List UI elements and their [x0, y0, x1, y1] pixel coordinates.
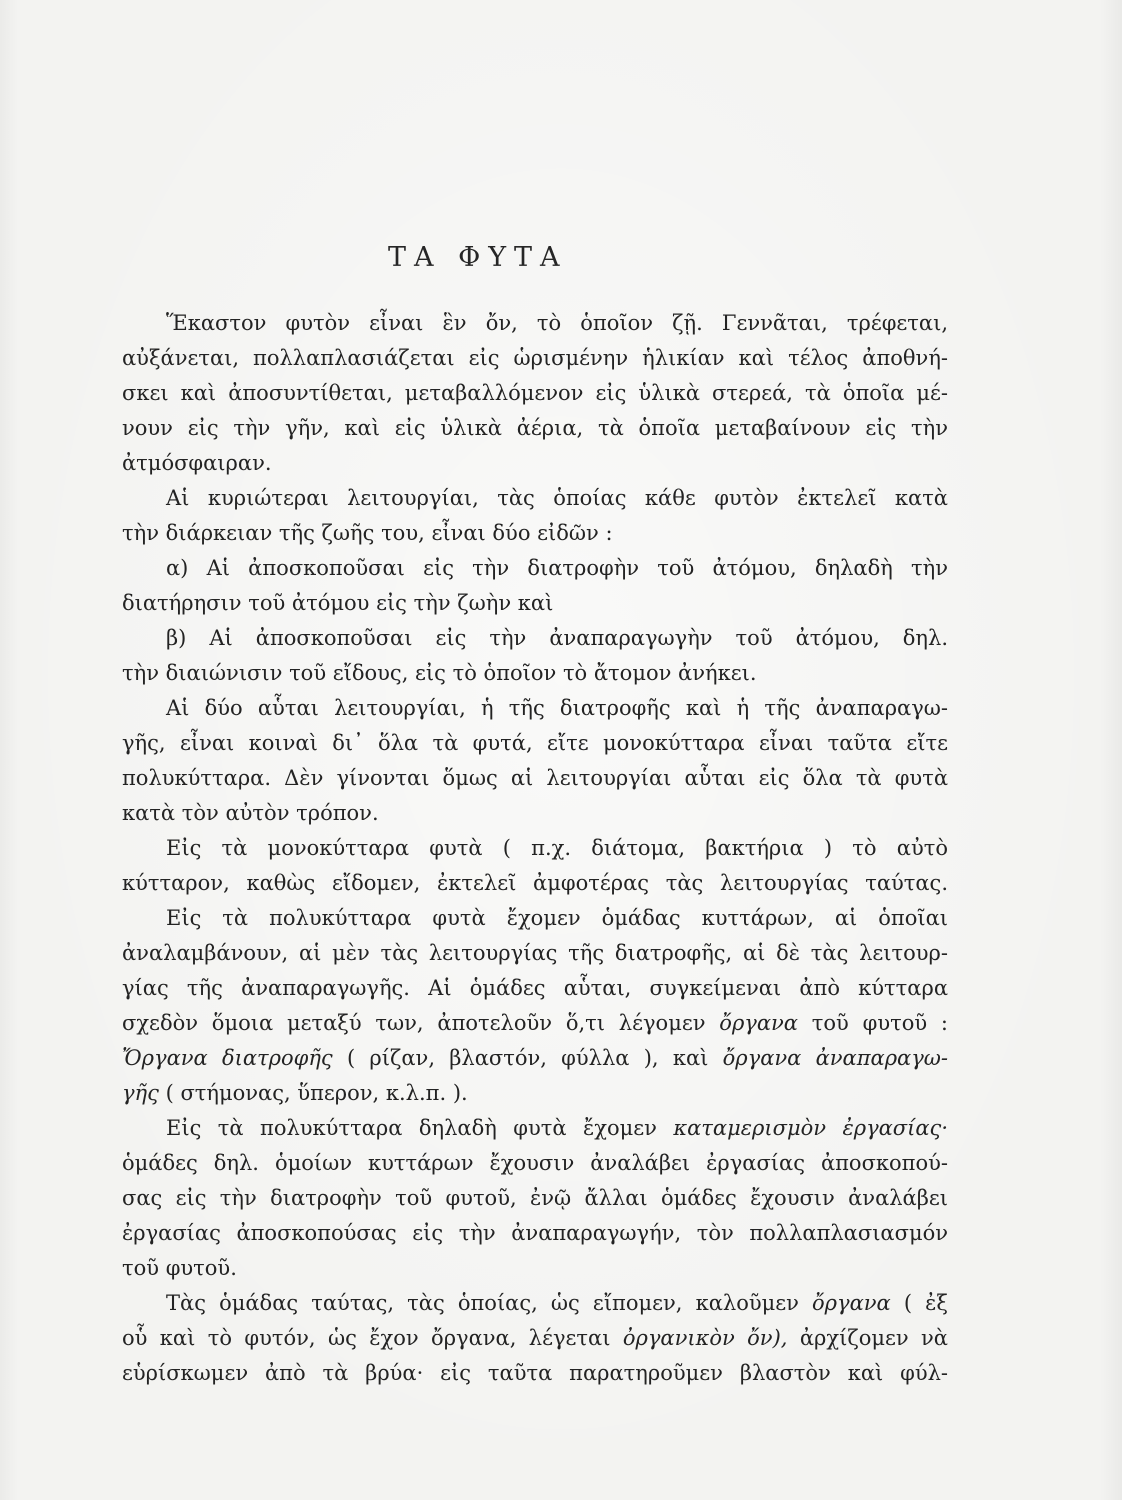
text-run: ( ρίζαν, βλαστόν, φύλλα ), καὶ [332, 1046, 723, 1070]
text-line: γίας τῆς ἀναπαραγωγῆς. Αἱ ὁμάδες αὗται, συγκείμεναι ἀπὸ κύτταρα [122, 976, 948, 1000]
text-line: ἀτμόσφαιραν. [122, 451, 272, 475]
emphasis-text: Ὄργανα διατροφῆς [122, 1046, 333, 1070]
text-line: τὴν διαιώνισιν τοῦ εἴδους, εἰς τὸ ὁποῖον τὸ ἄτομον ἀνήκει. [122, 661, 757, 685]
list-item-beta: β) Αἱ ἀποσκοποῦσαι εἰς τὴν ἀναπαραγωγὴν τοῦ ἀτόμου, δηλ. [166, 626, 948, 650]
text-line: Εἰς τὰ μονοκύτταρα φυτὰ ( π.χ. διάτομα, βακτήρια ) τὸ αὐτὸ [166, 836, 948, 860]
emphasis-text: γῆς [122, 1081, 159, 1105]
text-line [122, 1006, 948, 1041]
text-line: σκει καὶ ἀποσυντίθεται, μεταβαλλόμενον εἰς ὑλικὰ στερεά, τὰ ὁποῖα μέ- [122, 381, 948, 405]
emphasis-text: ὄργανα [719, 1011, 798, 1035]
text-line: νουν εἰς τὴν γῆν, καὶ εἰς ὑλικὰ ἀέρια, τὰ ὁποῖα μεταβαίνουν εἰς τὴν [122, 416, 948, 440]
text-run: σχεδὸν ὅμοια μεταξύ των, ἀποτελοῦν ὅ,τι λέγομεν [122, 1011, 720, 1035]
text-line: διατήρησιν τοῦ ἀτόμου εἰς τὴν ζωὴν καὶ [122, 591, 554, 615]
text-run: ( στήμονας, ὕπερον, κ.λ.π. ). [158, 1081, 468, 1105]
list-item-alpha: α) Αἱ ἀποσκοποῦσαι εἰς τὴν διατροφὴν τοῦ ἀτόμου, δηλαδὴ τὴν [166, 556, 948, 580]
emphasis-text: ὀργανικὸν ὄν), [622, 1326, 788, 1350]
text-line: σας εἰς τὴν διατροφὴν τοῦ φυτοῦ, ἐνῷ ἄλλαι ὁμάδες ἔχουσιν ἀναλάβει [122, 1186, 948, 1210]
text-line: ἀναλαμβάνουν, αἱ μὲν τὰς λειτουργίας τῆς διατροφῆς, αἱ δὲ τὰς λειτουρ- [122, 941, 948, 965]
text-run: ( ἐξ [890, 1291, 948, 1315]
text-line [122, 1041, 948, 1076]
text-line: Αἱ κυριώτεραι λειτουργίαι, τὰς ὁποίας κάθε φυτὸν ἐκτελεῖ κατὰ [166, 486, 948, 510]
emphasis-text: ὄργανα ἀναπαραγω- [722, 1046, 948, 1070]
chapter-title: ΤΑ ΦΥΤΑ [388, 242, 568, 273]
text-line: αὐξάνεται, πολλαπλασιάζεται εἰς ὡρισμένην ἡλικίαν καὶ τέλος ἀποθνή- [122, 346, 948, 370]
text-run: Εἰς τὰ πολυκύτταρα δηλαδὴ φυτὰ ἔχομεν [166, 1116, 674, 1140]
text-line: κατὰ τὸν αὐτὸν τρόπον. [122, 801, 379, 825]
emphasis-text: καταμερισμὸν ἐργασίας· [673, 1116, 948, 1140]
text-run: τοῦ φυτοῦ : [797, 1011, 948, 1035]
text-run: Τὰς ὁμάδας ταύτας, τὰς ὁποίας, ὡς εἴπομεν, καλοῦμεν [166, 1291, 813, 1315]
text-line [122, 1111, 948, 1146]
text-line: τοῦ φυτοῦ. [122, 1256, 237, 1280]
text-line: εὑρίσκωμεν ἀπὸ τὰ βρύα· εἰς ταῦτα παρατηροῦμεν βλαστὸν καὶ φύλ- [122, 1361, 948, 1385]
text-line: τὴν διάρκειαν τῆς ζωῆς του, εἶναι δύο εἰδῶν : [122, 521, 613, 545]
text-run: οὗ καὶ τὸ φυτόν, ὡς ἔχον ὄργανα, λέγεται [122, 1326, 623, 1350]
text-line: Ἕκαστον φυτὸν εἶναι ἓν ὄν, τὸ ὁποῖον ζῇ. Γεννᾶται, τρέφεται, [166, 311, 948, 335]
text-line [122, 1286, 948, 1321]
text-line: Αἱ δύο αὗται λειτουργίαι, ἡ τῆς διατροφῆς καὶ ἡ τῆς ἀναπαραγω- [166, 696, 948, 720]
text-line: Εἰς τὰ πολυκύτταρα φυτὰ ἔχομεν ὁμάδας κυττάρων, αἱ ὁποῖαι [166, 906, 948, 930]
text-line: ὁμάδες δηλ. ὁμοίων κυττάρων ἔχουσιν ἀναλάβει ἐργασίας ἀποσκοπού- [122, 1151, 948, 1175]
text-line [122, 1321, 948, 1356]
text-line: πολυκύτταρα. Δὲν γίνονται ὅμως αἱ λειτουργίαι αὗται εἰς ὅλα τὰ φυτὰ [122, 766, 948, 790]
text-line: κύτταρον, καθὼς εἴδομεν, ἐκτελεῖ ἀμφοτέρας τὰς λειτουργίας ταύτας. [122, 871, 948, 895]
body-text [122, 306, 948, 1391]
emphasis-text: ὄργανα [812, 1291, 891, 1315]
text-line: γῆς, εἶναι κοιναὶ δι᾿ ὅλα τὰ φυτά, εἴτε μονοκύτταρα εἶναι ταῦτα εἴτε [122, 731, 948, 755]
text-line [122, 1076, 948, 1111]
text-line: ἐργασίας ἀποσκοπούσας εἰς τὴν ἀναπαραγωγήν, τὸν πολλαπλασιασμόν [122, 1221, 948, 1245]
text-run: ἀρχίζομεν νὰ [787, 1326, 948, 1350]
